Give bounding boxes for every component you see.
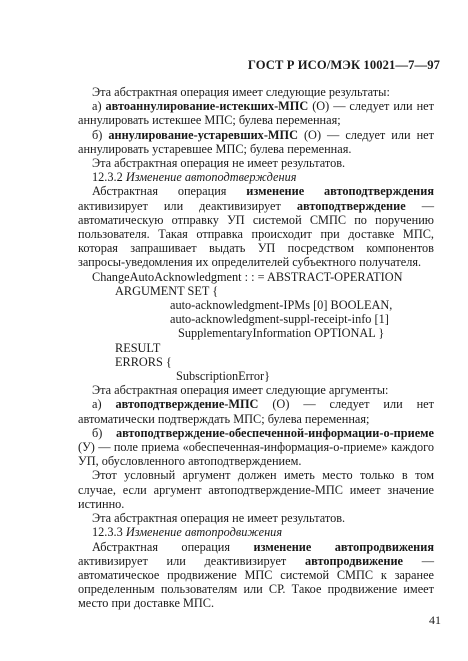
section-heading-12-3-3 — [78, 525, 434, 539]
page-number: 41 — [429, 613, 441, 627]
paragraph-argument-b — [78, 426, 434, 469]
paragraph-arguments-intro: Эта абстрактная операция имеет следующие аргументы: — [92, 383, 389, 398]
paragraph-autoack-description — [78, 184, 434, 269]
paragraph-conditional-argument: Этот условный аргумент должен иметь место только в том случае, если аргумент автоподтверждение-МПС имеет значение истинно. — [78, 468, 434, 511]
list-marker: а) — [92, 397, 116, 412]
paragraph-no-results-2: Эта абстрактная операция не имеет результатов. — [92, 511, 346, 526]
section-title: Изменение автопродвижения — [125, 525, 283, 540]
text-run: — автоматическое продвижение МПС системой СМПС к заранее определенным пользователям или СР. Такое продвижение имеет место при доставке МПС. — [78, 553, 434, 611]
code-line-5: SupplementaryInformation OPTIONAL } — [178, 326, 385, 341]
text-run: активизирует или деактивизирует — [78, 198, 297, 213]
term-bold: изменение автоподтверждения — [246, 184, 435, 199]
term-bold: автоподтверждение-обеспеченной-информации-о-приеме — [115, 425, 434, 440]
list-marker: а) — [92, 99, 106, 114]
term-bold: автоподтверждение — [296, 198, 406, 213]
code-line-2: ARGUMENT SET { — [115, 283, 219, 298]
code-line-1: ChangeAutoAcknowledgment : : = ABSTRACT-OPERATION — [92, 269, 403, 284]
paragraph-results-intro: Эта абстрактная операция имеет следующие результаты: — [92, 85, 390, 99]
term-definition: (О) — следует или нет автоматически подтверждать МПС; булева переменная; — [78, 397, 434, 426]
paragraph-result-a — [78, 99, 434, 127]
term-definition: (У) — поле приема «обеспеченная-информация-о-приеме» каждого УП, обусловленного автоподтверждением. — [78, 440, 434, 469]
list-marker: б) — [92, 425, 116, 440]
section-title: Изменение автоподтверждения — [125, 170, 297, 185]
code-line-8: SubscriptionError} — [176, 369, 271, 384]
code-line-3: auto-acknowledgment-IPMs [0] BOOLEAN, — [170, 298, 393, 313]
paragraph-no-results: Эта абстрактная операция не имеет результатов. — [92, 156, 346, 171]
paragraph-autoforward-description — [78, 540, 434, 611]
term-definition: (О) — следует или нет аннулировать истекшее МПС; булева переменная; — [78, 99, 434, 128]
page-header: ГОСТ Р ИСО/МЭК 10021—7—97 — [247, 58, 440, 72]
code-line-4: auto-acknowledgment-suppl-receipt-info [1] — [170, 312, 389, 327]
term-bold: автопродвижение — [304, 553, 403, 568]
section-number: 12.3.3 — [92, 525, 126, 540]
text-run: Абстрактная операция — [92, 539, 254, 554]
term-bold: изменение автопродвижения — [253, 539, 434, 554]
section-number: 12.3.2 — [92, 170, 126, 185]
text-run: активизирует или деактивизирует — [78, 553, 305, 568]
text-run: Абстрактная операция — [92, 184, 247, 199]
text-run: —автоматическую отправку УП системой СМПС по поручению пользователя. Такая отправка происходит при доставке МПС, которая запрашивает выдать УП посредством компонентов запросы-уведомления их определителей субъектного получателя. — [78, 198, 434, 270]
term-definition: (О) — следует или нет аннулировать устаревшее МПС; булева переменная. — [78, 127, 434, 156]
body-text — [78, 85, 434, 611]
list-marker: б) — [92, 127, 109, 142]
code-line-6: RESULT — [115, 340, 161, 355]
term-bold: автоаннулирование-истекших-МПС — [105, 99, 309, 114]
section-heading-12-3-2 — [78, 170, 434, 184]
paragraph-result-b — [78, 128, 434, 156]
term-bold: автоподтверждение-МПС — [115, 397, 259, 412]
term-bold: аннулирование-устаревших-МПС — [108, 127, 298, 142]
code-line-7: ERRORS { — [115, 354, 172, 369]
paragraph-argument-a — [78, 397, 434, 425]
